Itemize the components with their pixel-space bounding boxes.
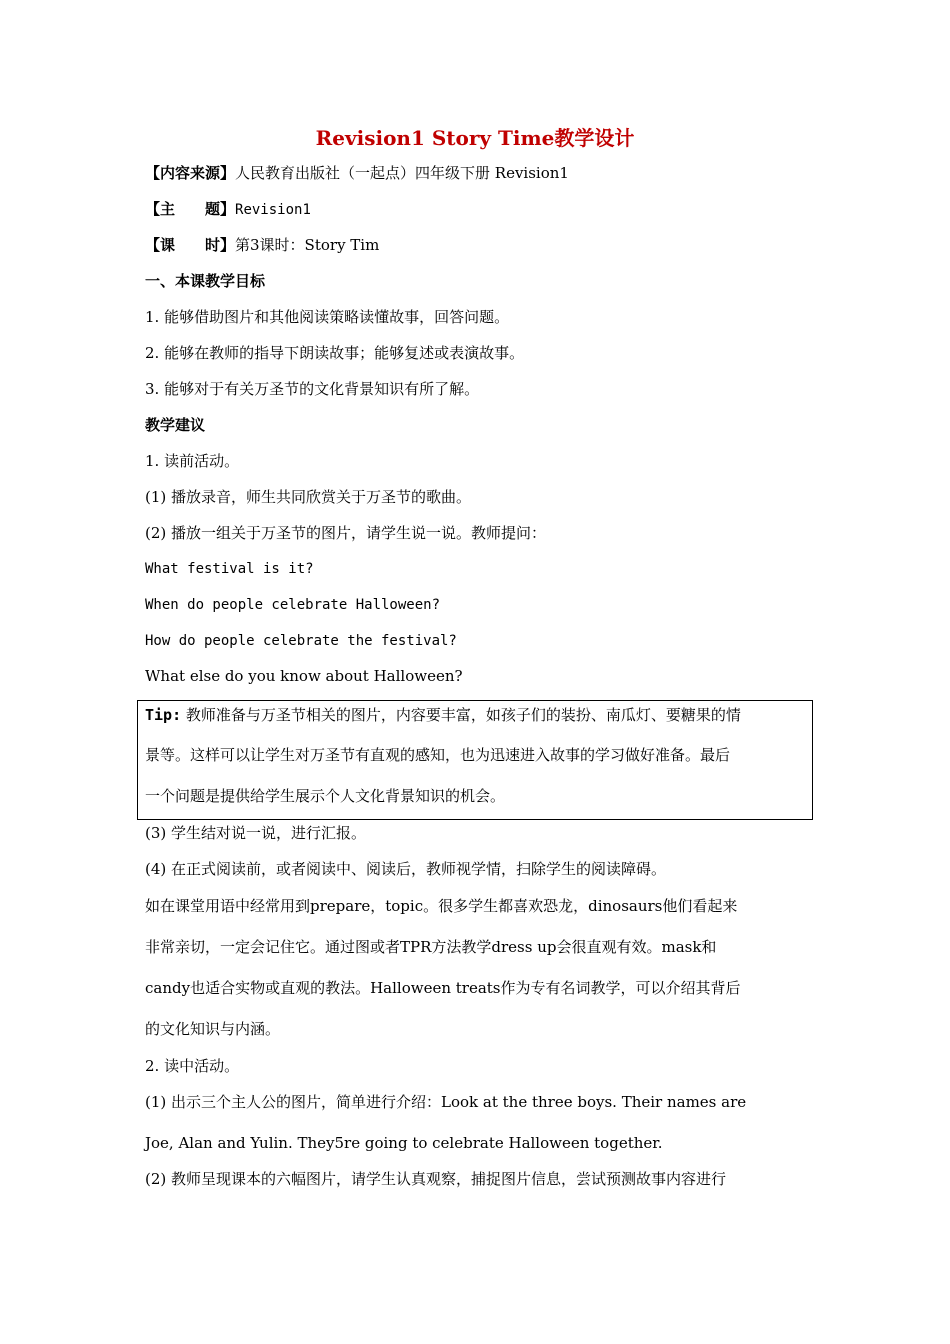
sub-step: (1) 出示三个主人公的图片，简单进行介绍：Look at the three boys. Their names are xyxy=(145,1093,747,1111)
question: How do people celebrate the festival? xyxy=(145,633,457,649)
sub-step: (4) 在正式阅读前，或者阅读中、阅读后，教师视学情，扫除学生的阅读障碍。 xyxy=(145,860,667,878)
objective-item: 3. 能够对于有关万圣节的文化背景知识有所了解。 xyxy=(145,380,480,398)
objective-item: 1. 能够借助图片和其他阅读策略读懂故事，回答问题。 xyxy=(145,308,510,326)
question: When do people celebrate Halloween? xyxy=(145,597,441,613)
tip-line xyxy=(145,704,805,726)
tip-label: Tip: xyxy=(145,706,182,724)
objective-item: 2. 能够在教师的指导下朗读故事；能够复述或表演故事。 xyxy=(145,344,525,362)
question: What else do you know about Halloween? xyxy=(145,667,463,685)
meta-topic xyxy=(145,198,815,221)
meta-period-label: 【课 时】 xyxy=(145,236,236,254)
sub-step: (2) 教师呈现课本的六幅图片，请学生认真观察，捕捉图片信息，尝试预测故事内容进行 xyxy=(145,1170,727,1188)
paragraph-line: 非常亲切，一定会记住它。通过图或者TPR方法教学dress up会很直观有效。mask和 xyxy=(145,938,717,956)
sub-step-continuation: Joe, Alan and Yulin. They5re going to celebrate Halloween together. xyxy=(145,1134,663,1152)
document-title: Revision1 Story Time教学设计 xyxy=(315,126,635,150)
sub-step: (1) 播放录音，师生共同欣赏关于万圣节的歌曲。 xyxy=(145,488,472,506)
sub-step: (3) 学生结对说一说，进行汇报。 xyxy=(145,824,367,842)
meta-topic-label: 【主 题】 xyxy=(145,200,236,218)
tip-line: 景等。这样可以让学生对万圣节有直观的感知，也为迅速进入故事的学习做好准备。最后 xyxy=(145,746,731,764)
meta-source xyxy=(145,162,815,184)
step-2: 2. 读中活动。 xyxy=(145,1057,240,1075)
meta-period xyxy=(145,234,815,256)
meta-topic-value: Revision1 xyxy=(235,202,311,218)
tip-box xyxy=(137,700,813,820)
meta-period-value: 第3课时：Story Tim xyxy=(235,236,380,254)
step-1: 1. 读前活动。 xyxy=(145,452,240,470)
sub-step: (2) 播放一组关于万圣节的图片，请学生说一说。教师提问： xyxy=(145,524,547,542)
section1-heading: 一、本课教学目标 xyxy=(145,272,266,290)
tip-text: 教师准备与万圣节相关的图片，内容要丰富，如孩子们的装扮、南瓜灯、要糖果的情 xyxy=(185,706,741,724)
question: What festival is it? xyxy=(145,561,314,577)
tip-line: 一个问题是提供给学生展示个人文化背景知识的机会。 xyxy=(145,787,506,805)
meta-source-label: 【内容来源】 xyxy=(145,164,236,182)
paragraph-line: candy也适合实物或直观的教法。Halloween treats作为专有名词教学，可以介绍其背后 xyxy=(145,979,741,997)
paragraph-line: 的文化知识与内涵。 xyxy=(145,1020,281,1038)
paragraph-line: 如在课堂用语中经常用到prepare，topic。很多学生都喜欢恐龙，dinosaurs他们看起来 xyxy=(145,897,738,915)
section2-heading: 教学建议 xyxy=(145,416,206,434)
meta-source-value: 人民教育出版社（一起点）四年级下册 Revision1 xyxy=(235,164,569,182)
